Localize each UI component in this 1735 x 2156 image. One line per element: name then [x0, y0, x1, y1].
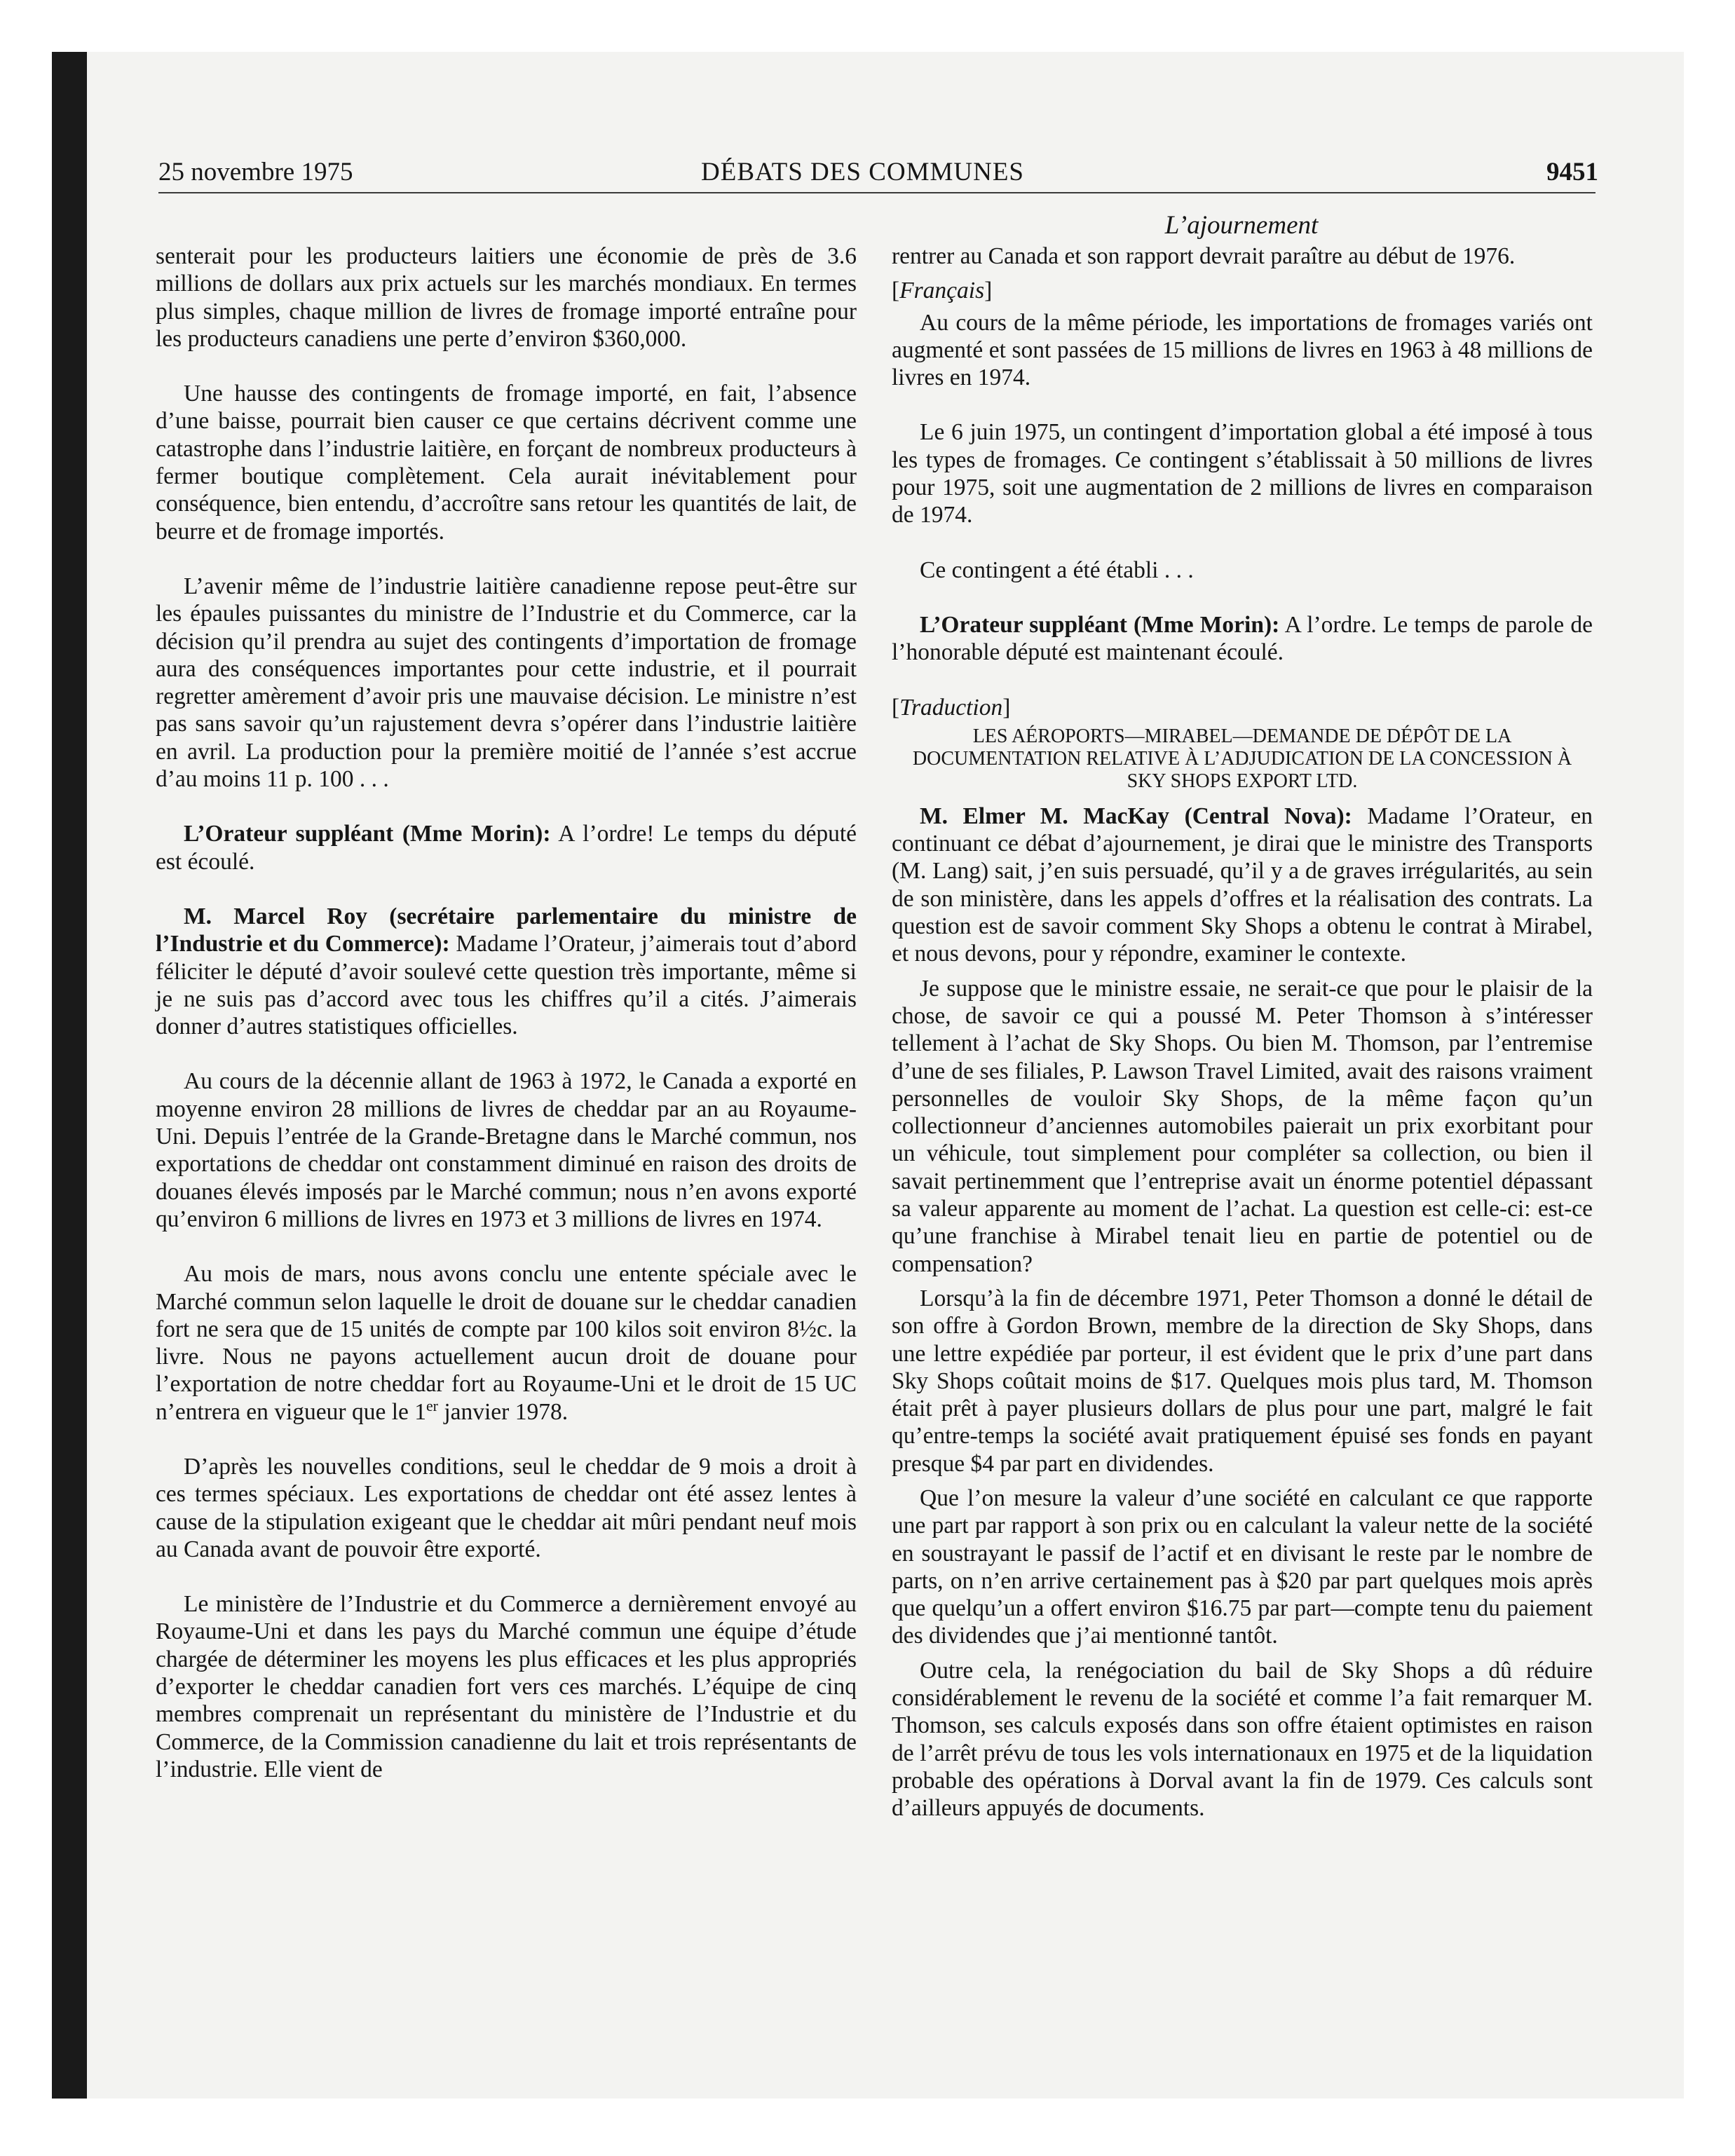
paragraph: Lorsqu’à la fin de décembre 1971, Peter Thomson a donné le détail de son offre à Gordon Brown, membre de la direction de Sky Shops, dans une lettre expédiée par porteur, il est évident que le prix d’une part dans Sky Shops coûtait moins de $17. Quelques mois plus tard, M. Thomson était prêt à payer plusieurs dollars de plus pour une part, malgré le fait qu’entre-temps la société avait pratiquement épuisé ses fonds en payant presque $4 par part en dividendes.: [892, 1285, 1593, 1477]
left-column: [156, 243, 857, 1790]
speech-paragraph: [156, 820, 857, 875]
speech-paragraph: [892, 611, 1593, 667]
speaker-name: M. Marcel Roy (secrétaire parlementaire du ministre de l’Industrie et du Commerce):: [156, 903, 857, 957]
paragraph: Au cours de la même période, les importations de fromages variés ont augmenté et sont passées de 15 millions de livres en 1963 à 48 millions de livres en 1974.: [892, 309, 1593, 391]
paragraph-text: Au mois de mars, nous avons conclu une entente spéciale avec le Marché commun selon laquelle le droit de douane sur le cheddar canadien fort ne sera que de 15 unités de compte par 100 kilos soit environ 8½c. la livre. Nous ne payons actuellement aucun droit de douane pour l’exportation de notre cheddar fort au Royaume-Uni et le droit de 15 UC n’entrera en vigueur que le 1: [156, 1261, 857, 1425]
paragraph: Outre cela, la renégociation du bail de Sky Shops a dû réduire considérablement le revenu de la société et comme l’a fait remarquer M. Thomson, ses calculs exposés dans son offre étaient optimistes en raison de l’arrêt prévu de tous les vols internationaux en 1975 et de la liquidation probable des opérations à Dorval avant la fin de 1979. Ces calculs sont d’ailleurs appuyés de documents.: [892, 1657, 1593, 1822]
header-title: DÉBATS DES COMMUNES: [701, 158, 1025, 186]
right-column: [892, 243, 1593, 1829]
language-marker: [Traduction]: [892, 694, 1011, 721]
paragraph: Ce contingent a été établi . . .: [920, 557, 1194, 583]
paragraph: L’avenir même de l’industrie laitière canadienne repose peut-être sur les épaules puissantes du ministre de l’Industrie et du Commerce, car la décision qu’il prendra au sujet des contingents d’importation de fromage aura des conséquences importantes pour cette industrie, et il pourrait regretter amèrement d’avoir pris une mauvaise décision. Le ministre n’est pas sans savoir qu’un rajustement devra s’opérer dans l’industrie laitière en avril. La production pour la première moitié de l’année s’est accrue d’au moins 11 p. 100 . . .: [156, 573, 857, 793]
speech-paragraph: [156, 903, 857, 1040]
header-rule: [158, 192, 1595, 193]
speaker-name: M. Elmer M. MacKay (Central Nova):: [920, 803, 1352, 829]
section-headline: LES AÉROPORTS—MIRABEL—DEMANDE DE DÉPÔT DE LA DOCUMENTATION RELATIVE À L’ADJUDICATION DE LA CONCESSION À SKY SHOPS EXPORT LTD.: [912, 725, 1572, 792]
speech-paragraph: [892, 803, 1593, 968]
header-date: 25 novembre 1975: [158, 158, 353, 186]
speech-text: Madame l’Orateur, j’aimerais tout d’abord féliciter le député d’avoir soulevé cette question très importante, même si je ne suis pas d’accord avec tous les chiffres qu’il a cités. J’aimerais donner d’autres statistiques officielles.: [156, 931, 857, 1040]
language-label: Français: [899, 278, 985, 304]
speaker-name: L’Orateur suppléant (Mme Morin):: [184, 821, 551, 847]
paragraph: D’après les nouvelles conditions, seul le cheddar de 9 mois a droit à ces termes spéciaux. Les exportations de cheddar ont été assez lentes à cause de la stipulation exigeant que le cheddar ait mûri pendant neuf mois au Canada avant de pouvoir être exporté.: [156, 1453, 857, 1562]
paragraph: rentrer au Canada et son rapport devrait paraître au début de 1976.: [892, 243, 1516, 269]
paragraph: Une hausse des contingents de fromage importé, en fait, l’absence d’une baisse, pourrait bien causer ce que certains décrivent comme une catastrophe dans l’industrie laitière, en forçant de nombreux producteurs à fermer boutique complètement. Cela aurait inévitablement pour conséquence, bien entendu, d’accroître sans retour les quantités de lait, de beurre et de fromage importés.: [156, 381, 857, 545]
running-head: L’ajournement: [1164, 211, 1319, 240]
speaker-name: L’Orateur suppléant (Mme Morin):: [920, 611, 1280, 638]
superscript: er: [426, 1397, 438, 1414]
speech-text: Madame l’Orateur, en continuant ce débat d’ajournement, je dirai que le ministre des Transports (M. Lang) sait, j’en suis persuadé, qu’il y a de graves irrégularités, au sein de son ministère, dans les appels d’offres et la réalisation des contrats. La question est de savoir comment Sky Shops a obtenu le contrat à Mirabel, et nous devons, pour y répondre, examiner le contexte.: [892, 803, 1593, 967]
speech-text: A l’ordre. Le temps de parole de l’honorable député est maintenant écoulé.: [892, 611, 1593, 666]
speech-text: A l’ordre! Le temps du député est écoulé.: [156, 821, 857, 875]
paragraph: [156, 1260, 857, 1426]
paragraph: Je suppose que le ministre essaie, ne serait-ce que pour le plaisir de la chose, de savoir ce qui a poussé M. Peter Thomson à s’intéresser tellement à l’achat de Sky Shops. Ou bien M. Thomson, par l’entremise d’une de ses filiales, P. Lawson Travel Limited, avait des raisons vraiment personnelles de vouloir Sky Shops, de la même façon qu’un collectionneur d’anciennes automobiles paierait un prix exorbitant pour un véhicule, tout simplement pour compléter sa collection, ou bien il savait pertinemment que l’entreprise avait un énorme potentiel dépassant sa valeur apparente au moment de l’achat. La question est celle-ci: est-ce qu’une franchise à Mirabel tenait lieu en partie de potentiel ou de compensation?: [892, 975, 1593, 1277]
language-marker: [Français]: [892, 278, 993, 304]
binding-edge: [52, 52, 87, 2099]
paragraph: Le 6 juin 1975, un contingent d’importation global a été imposé à tous les types de fromages. Ce contingent s’établissait à 50 millions de livres pour 1975, soit une augmentation de 2 millions de livres en comparaison de 1974.: [892, 419, 1593, 528]
paragraph: Le ministère de l’Industrie et du Commerce a dernièrement envoyé au Royaume-Uni et dans les pays du Marché commun une équipe d’étude chargée de déterminer les moyens les plus efficaces et les plus appropriés d’exporter le cheddar canadien fort vers ces marchés. L’équipe de cinq membres comprenait un représentant du ministère de l’Industrie et du Commerce, de la Commission canadienne du lait et trois représentants de l’industrie. Elle vient de: [156, 1591, 857, 1782]
paragraph: Au cours de la décennie allant de 1963 à 1972, le Canada a exporté en moyenne environ 28 millions de livres de cheddar par an au Royaume-Uni. Depuis l’entrée de la Grande-Bretagne dans le Marché commun, nos exportations de cheddar ont constamment diminué en raison des droits de douanes élevés imposés par le Marché commun; nous n’en avons exporté qu’environ 6 millions de livres en 1973 et 3 millions de livres en 1974.: [156, 1068, 857, 1232]
language-label: Traduction: [899, 694, 1003, 721]
paragraph: Que l’on mesure la valeur d’une société en calculant ce que rapporte une part par rapport à son prix ou en calculant la valeur nette de la société en soustrayant le passif de l’actif et en divisant le reste par le nombre de parts, on n’en arrive certainement pas à $20 par part quelques mois après que quelqu’un a offert environ $16.75 par part—compte tenu du paiement des dividendes que j’ai mentionné tantôt.: [892, 1485, 1593, 1649]
page-number: 9451: [1546, 158, 1598, 186]
paragraph: senterait pour les producteurs laitiers une économie de près de 3.6 millions de dollars aux prix actuels sur les marchés mondiaux. En termes plus simples, chaque million de livres de fromage importé entraîne pour les producteurs canadiens une perte d’environ $360,000.: [156, 243, 857, 352]
paragraph-text: janvier 1978.: [437, 1398, 569, 1425]
